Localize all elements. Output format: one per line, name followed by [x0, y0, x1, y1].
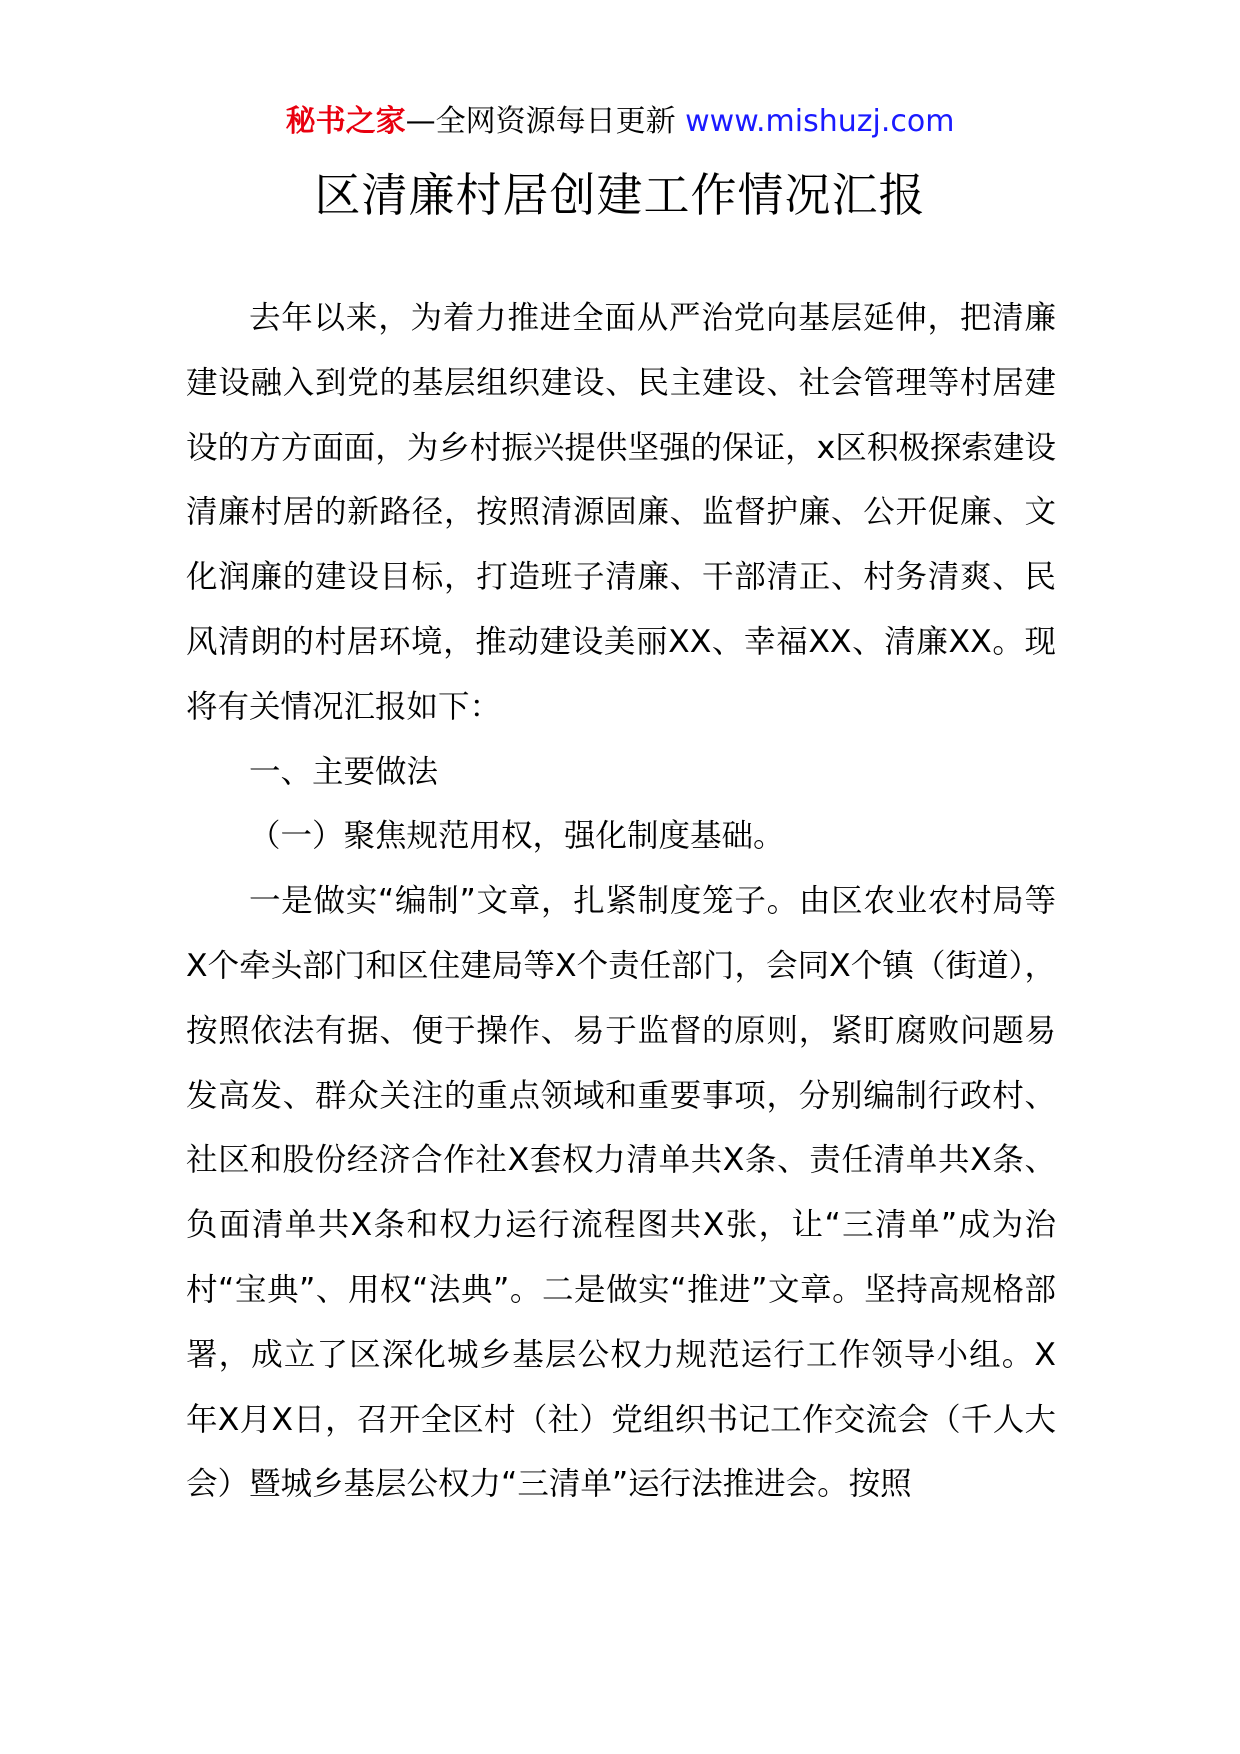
site-url[interactable]: www.mishuzj.com	[685, 104, 955, 139]
subsection-heading: （一）聚焦规范用权，强化制度基础。	[249, 818, 785, 855]
header-tagline: —全网资源每日更新	[405, 104, 686, 139]
site-header	[0, 100, 1240, 144]
document-body	[186, 286, 1056, 1517]
paragraph-intro: 去年以来，为着力推进全面从严治党向基层延伸，把清廉建设融入到党的基层组织建设、民主建设、社会管理等村居建设的方方面面，为乡村振兴提供坚强的保证，x区积极探索建设清廉村居的新路径，按照清源固廉、监督护廉、公开促廉、文化润廉的建设目标，打造班子清廉、干部清正、村务清爽、民风清朗的村居环境，推动建设美丽XX、幸福XX、清廉XX。现将有关情况汇报如下：	[186, 300, 1056, 725]
section-heading: 一、主要做法	[249, 753, 439, 790]
brand-name: 秘书之家	[285, 104, 406, 139]
document-title: 区清廉村居创建工作情况汇报	[314, 168, 926, 222]
paragraph-body: 一是做实“编制”文章，扎紧制度笼子。由区农业农村局等X个牵头部门和区住建局等X个责任部门，会同X个镇（街道），按照依法有据、便于操作、易于监督的原则，紧盯腐败问题易发高发、群众关注的重点领域和重要事项，分别编制行政村、社区和股份经济合作社X套权力清单共X条、责任清单共X条、负面清单共X条和权力运行流程图共X张，让“三清单”成为治村“宝典”、用权“法典”。二是做实“推进”文章。坚持高规格部署，成立了区深化城乡基层公权力规范运行工作领导小组。X年X月X日，召开全区村（社）党组织书记工作交流会（千人大会）暨城乡基层公权力“三清单”运行法推进会。按照	[186, 883, 1056, 1503]
